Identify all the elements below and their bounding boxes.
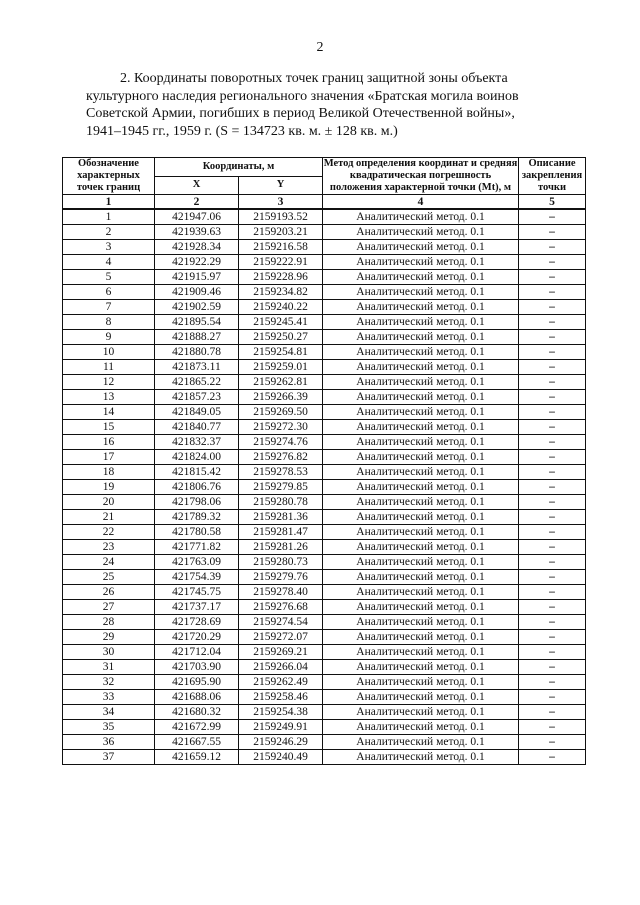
point-number-cell: 19 <box>63 480 155 495</box>
point-number-cell: 18 <box>63 465 155 480</box>
column-number: 1 <box>63 195 155 210</box>
point-number-cell: 33 <box>63 690 155 705</box>
description-cell: – <box>519 255 586 270</box>
description-cell: – <box>519 285 586 300</box>
point-number-cell: 4 <box>63 255 155 270</box>
description-cell: – <box>519 315 586 330</box>
table-row <box>63 570 586 585</box>
point-number-cell: 35 <box>63 720 155 735</box>
table-row <box>63 750 586 765</box>
point-number-cell: 17 <box>63 450 155 465</box>
table-row <box>63 510 586 525</box>
column-number: 2 <box>155 195 239 210</box>
x-coordinate-cell: 421798.06 <box>155 495 239 510</box>
description-cell: – <box>519 390 586 405</box>
y-coordinate-cell: 2159203.21 <box>239 225 323 240</box>
method-cell: Аналитический метод. 0.1 <box>323 420 519 435</box>
point-number-cell: 25 <box>63 570 155 585</box>
column-number: 3 <box>239 195 323 210</box>
method-cell: Аналитический метод. 0.1 <box>323 240 519 255</box>
y-coordinate-cell: 2159269.50 <box>239 405 323 420</box>
x-coordinate-cell: 421737.17 <box>155 600 239 615</box>
y-coordinate-cell: 2159228.96 <box>239 270 323 285</box>
point-number-cell: 10 <box>63 345 155 360</box>
method-cell: Аналитический метод. 0.1 <box>323 600 519 615</box>
point-number-cell: 9 <box>63 330 155 345</box>
description-cell: – <box>519 585 586 600</box>
y-coordinate-cell: 2159281.26 <box>239 540 323 555</box>
description-cell: – <box>519 570 586 585</box>
description-cell: – <box>519 540 586 555</box>
y-coordinate-cell: 2159281.47 <box>239 525 323 540</box>
point-number-cell: 21 <box>63 510 155 525</box>
point-number-cell: 11 <box>63 360 155 375</box>
point-number-cell: 15 <box>63 420 155 435</box>
method-cell: Аналитический метод. 0.1 <box>323 360 519 375</box>
heading-line-1: 2. Координаты поворотных точек границ защитной зоны объекта <box>120 71 508 86</box>
description-cell: – <box>519 435 586 450</box>
point-number-cell: 12 <box>63 375 155 390</box>
coordinates-table <box>62 157 586 765</box>
point-number-cell: 1 <box>63 209 155 225</box>
description-cell: – <box>519 630 586 645</box>
x-coordinate-cell: 421840.77 <box>155 420 239 435</box>
description-cell: – <box>519 525 586 540</box>
x-coordinate-cell: 421688.06 <box>155 690 239 705</box>
description-cell: – <box>519 209 586 225</box>
description-cell: – <box>519 270 586 285</box>
x-coordinate-cell: 421712.04 <box>155 645 239 660</box>
y-coordinate-cell: 2159274.54 <box>239 615 323 630</box>
point-number-cell: 32 <box>63 675 155 690</box>
description-cell: – <box>519 750 586 765</box>
point-number-cell: 7 <box>63 300 155 315</box>
method-cell: Аналитический метод. 0.1 <box>323 645 519 660</box>
description-cell: – <box>519 345 586 360</box>
method-cell: Аналитический метод. 0.1 <box>323 255 519 270</box>
heading-line-2: культурного наследия регионального значения «Братская могила воинов <box>86 88 519 104</box>
table-header <box>63 158 586 210</box>
table-row <box>63 660 586 675</box>
table-row <box>63 450 586 465</box>
table-row <box>63 209 586 225</box>
table-row <box>63 690 586 705</box>
x-coordinate-cell: 421771.82 <box>155 540 239 555</box>
description-cell: – <box>519 615 586 630</box>
table-row <box>63 675 586 690</box>
x-coordinate-cell: 421667.55 <box>155 735 239 750</box>
point-number-cell: 24 <box>63 555 155 570</box>
x-coordinate-cell: 421939.63 <box>155 225 239 240</box>
description-cell: – <box>519 660 586 675</box>
description-cell: – <box>519 360 586 375</box>
y-coordinate-cell: 2159240.49 <box>239 750 323 765</box>
y-coordinate-cell: 2159281.36 <box>239 510 323 525</box>
point-number-cell: 13 <box>63 390 155 405</box>
table-row <box>63 255 586 270</box>
x-coordinate-cell: 421703.90 <box>155 660 239 675</box>
point-number-cell: 16 <box>63 435 155 450</box>
y-coordinate-cell: 2159269.21 <box>239 645 323 660</box>
y-coordinate-cell: 2159222.91 <box>239 255 323 270</box>
page-number: 2 <box>316 40 324 55</box>
y-coordinate-cell: 2159259.01 <box>239 360 323 375</box>
method-cell: Аналитический метод. 0.1 <box>323 405 519 420</box>
y-coordinate-cell: 2159245.41 <box>239 315 323 330</box>
description-cell: – <box>519 675 586 690</box>
heading-line-3: Советской Армии, погибших в период Великой Отечественной войны», <box>86 106 515 121</box>
table-row <box>63 285 586 300</box>
method-cell: Аналитический метод. 0.1 <box>323 585 519 600</box>
point-number-cell: 29 <box>63 630 155 645</box>
y-coordinate-cell: 2159193.52 <box>239 209 323 225</box>
method-cell: Аналитический метод. 0.1 <box>323 525 519 540</box>
y-coordinate-cell: 2159246.29 <box>239 735 323 750</box>
x-coordinate-cell: 421880.78 <box>155 345 239 360</box>
description-cell: – <box>519 705 586 720</box>
column-numbering-row <box>63 195 586 210</box>
table-row <box>63 615 586 630</box>
method-cell: Аналитический метод. 0.1 <box>323 570 519 585</box>
x-coordinate-cell: 421865.22 <box>155 375 239 390</box>
method-cell: Аналитический метод. 0.1 <box>323 555 519 570</box>
method-cell: Аналитический метод. 0.1 <box>323 435 519 450</box>
table-row <box>63 375 586 390</box>
point-number-cell: 20 <box>63 495 155 510</box>
x-coordinate-cell: 421763.09 <box>155 555 239 570</box>
description-cell: – <box>519 300 586 315</box>
x-coordinate-cell: 421815.42 <box>155 465 239 480</box>
table-row <box>63 540 586 555</box>
table-row <box>63 645 586 660</box>
header-y: Y <box>239 176 323 195</box>
x-coordinate-cell: 421947.06 <box>155 209 239 225</box>
y-coordinate-cell: 2159262.81 <box>239 375 323 390</box>
x-coordinate-cell: 421745.75 <box>155 585 239 600</box>
method-cell: Аналитический метод. 0.1 <box>323 209 519 225</box>
x-coordinate-cell: 421832.37 <box>155 435 239 450</box>
method-cell: Аналитический метод. 0.1 <box>323 690 519 705</box>
table-row <box>63 555 586 570</box>
method-cell: Аналитический метод. 0.1 <box>323 330 519 345</box>
x-coordinate-cell: 421728.69 <box>155 615 239 630</box>
y-coordinate-cell: 2159279.85 <box>239 480 323 495</box>
table-row <box>63 315 586 330</box>
y-coordinate-cell: 2159266.04 <box>239 660 323 675</box>
x-coordinate-cell: 421902.59 <box>155 300 239 315</box>
x-coordinate-cell: 421695.90 <box>155 675 239 690</box>
method-cell: Аналитический метод. 0.1 <box>323 300 519 315</box>
method-cell: Аналитический метод. 0.1 <box>323 720 519 735</box>
y-coordinate-cell: 2159262.49 <box>239 675 323 690</box>
description-cell: – <box>519 405 586 420</box>
y-coordinate-cell: 2159272.30 <box>239 420 323 435</box>
column-number: 5 <box>519 195 586 210</box>
table-row <box>63 225 586 240</box>
x-coordinate-cell: 421857.23 <box>155 390 239 405</box>
x-coordinate-cell: 421915.97 <box>155 270 239 285</box>
description-cell: – <box>519 735 586 750</box>
method-cell: Аналитический метод. 0.1 <box>323 735 519 750</box>
description-cell: – <box>519 645 586 660</box>
y-coordinate-cell: 2159280.78 <box>239 495 323 510</box>
method-cell: Аналитический метод. 0.1 <box>323 705 519 720</box>
y-coordinate-cell: 2159278.40 <box>239 585 323 600</box>
y-coordinate-cell: 2159240.22 <box>239 300 323 315</box>
description-cell: – <box>519 465 586 480</box>
y-coordinate-cell: 2159249.91 <box>239 720 323 735</box>
y-coordinate-cell: 2159280.73 <box>239 555 323 570</box>
x-coordinate-cell: 421720.29 <box>155 630 239 645</box>
table-body <box>63 209 586 765</box>
table-row <box>63 270 586 285</box>
table-row <box>63 435 586 450</box>
y-coordinate-cell: 2159254.38 <box>239 705 323 720</box>
point-number-cell: 30 <box>63 645 155 660</box>
table-row <box>63 390 586 405</box>
y-coordinate-cell: 2159234.82 <box>239 285 323 300</box>
section-heading <box>86 70 578 140</box>
x-coordinate-cell: 421780.58 <box>155 525 239 540</box>
method-cell: Аналитический метод. 0.1 <box>323 630 519 645</box>
x-coordinate-cell: 421659.12 <box>155 750 239 765</box>
method-cell: Аналитический метод. 0.1 <box>323 480 519 495</box>
point-number-cell: 27 <box>63 600 155 615</box>
table-row <box>63 420 586 435</box>
y-coordinate-cell: 2159278.53 <box>239 465 323 480</box>
table-row <box>63 480 586 495</box>
table-row <box>63 300 586 315</box>
x-coordinate-cell: 421672.99 <box>155 720 239 735</box>
method-cell: Аналитический метод. 0.1 <box>323 465 519 480</box>
method-cell: Аналитический метод. 0.1 <box>323 450 519 465</box>
y-coordinate-cell: 2159266.39 <box>239 390 323 405</box>
method-cell: Аналитический метод. 0.1 <box>323 315 519 330</box>
header-coordinates: Координаты, м <box>155 158 323 177</box>
header-method: Метод определения координат и средняя квадратическая погрешность положения характерной точки (Mt), м <box>323 158 518 193</box>
description-cell: – <box>519 225 586 240</box>
x-coordinate-cell: 421754.39 <box>155 570 239 585</box>
y-coordinate-cell: 2159276.82 <box>239 450 323 465</box>
point-number-cell: 28 <box>63 615 155 630</box>
description-cell: – <box>519 600 586 615</box>
x-coordinate-cell: 421789.32 <box>155 510 239 525</box>
description-cell: – <box>519 480 586 495</box>
table-row <box>63 465 586 480</box>
header-x: X <box>155 176 239 195</box>
point-number-cell: 5 <box>63 270 155 285</box>
method-cell: Аналитический метод. 0.1 <box>323 540 519 555</box>
method-cell: Аналитический метод. 0.1 <box>323 510 519 525</box>
description-cell: – <box>519 240 586 255</box>
header-point-designation: Обозначение характерных точек границ <box>63 158 155 195</box>
description-cell: – <box>519 450 586 465</box>
table-row <box>63 345 586 360</box>
method-cell: Аналитический метод. 0.1 <box>323 285 519 300</box>
point-number-cell: 26 <box>63 585 155 600</box>
y-coordinate-cell: 2159254.81 <box>239 345 323 360</box>
point-number-cell: 34 <box>63 705 155 720</box>
y-coordinate-cell: 2159272.07 <box>239 630 323 645</box>
table-row <box>63 495 586 510</box>
heading-line-4: 1941–1945 гг., 1959 г. (S = 134723 кв. м. ± 128 кв. м.) <box>86 123 398 139</box>
x-coordinate-cell: 421824.00 <box>155 450 239 465</box>
y-coordinate-cell: 2159274.76 <box>239 435 323 450</box>
table-row <box>63 630 586 645</box>
x-coordinate-cell: 421928.34 <box>155 240 239 255</box>
column-number: 4 <box>323 195 519 210</box>
point-number-cell: 31 <box>63 660 155 675</box>
point-number-cell: 2 <box>63 225 155 240</box>
point-number-cell: 3 <box>63 240 155 255</box>
table-row <box>63 330 586 345</box>
point-number-cell: 14 <box>63 405 155 420</box>
table-row <box>63 525 586 540</box>
method-cell: Аналитический метод. 0.1 <box>323 375 519 390</box>
method-cell: Аналитический метод. 0.1 <box>323 660 519 675</box>
method-cell: Аналитический метод. 0.1 <box>323 675 519 690</box>
description-cell: – <box>519 330 586 345</box>
description-cell: – <box>519 555 586 570</box>
point-number-cell: 6 <box>63 285 155 300</box>
y-coordinate-cell: 2159276.68 <box>239 600 323 615</box>
table-row <box>63 600 586 615</box>
point-number-cell: 36 <box>63 735 155 750</box>
method-cell: Аналитический метод. 0.1 <box>323 345 519 360</box>
table-row <box>63 360 586 375</box>
point-number-cell: 8 <box>63 315 155 330</box>
description-cell: – <box>519 495 586 510</box>
point-number-cell: 22 <box>63 525 155 540</box>
table-row <box>63 705 586 720</box>
x-coordinate-cell: 421806.76 <box>155 480 239 495</box>
table-row <box>63 585 586 600</box>
method-cell: Аналитический метод. 0.1 <box>323 495 519 510</box>
description-cell: – <box>519 690 586 705</box>
x-coordinate-cell: 421909.46 <box>155 285 239 300</box>
method-cell: Аналитический метод. 0.1 <box>323 225 519 240</box>
method-cell: Аналитический метод. 0.1 <box>323 390 519 405</box>
x-coordinate-cell: 421895.54 <box>155 315 239 330</box>
y-coordinate-cell: 2159279.76 <box>239 570 323 585</box>
description-cell: – <box>519 420 586 435</box>
table-row <box>63 720 586 735</box>
method-cell: Аналитический метод. 0.1 <box>323 270 519 285</box>
header-description: Описание закрепления точки <box>519 158 586 195</box>
description-cell: – <box>519 720 586 735</box>
x-coordinate-cell: 421922.29 <box>155 255 239 270</box>
x-coordinate-cell: 421873.11 <box>155 360 239 375</box>
y-coordinate-cell: 2159250.27 <box>239 330 323 345</box>
method-cell: Аналитический метод. 0.1 <box>323 750 519 765</box>
table-row <box>63 405 586 420</box>
x-coordinate-cell: 421888.27 <box>155 330 239 345</box>
y-coordinate-cell: 2159216.58 <box>239 240 323 255</box>
point-number-cell: 23 <box>63 540 155 555</box>
method-cell: Аналитический метод. 0.1 <box>323 615 519 630</box>
x-coordinate-cell: 421849.05 <box>155 405 239 420</box>
description-cell: – <box>519 510 586 525</box>
y-coordinate-cell: 2159258.46 <box>239 690 323 705</box>
table-row <box>63 240 586 255</box>
point-number-cell: 37 <box>63 750 155 765</box>
x-coordinate-cell: 421680.32 <box>155 705 239 720</box>
description-cell: – <box>519 375 586 390</box>
table-row <box>63 735 586 750</box>
